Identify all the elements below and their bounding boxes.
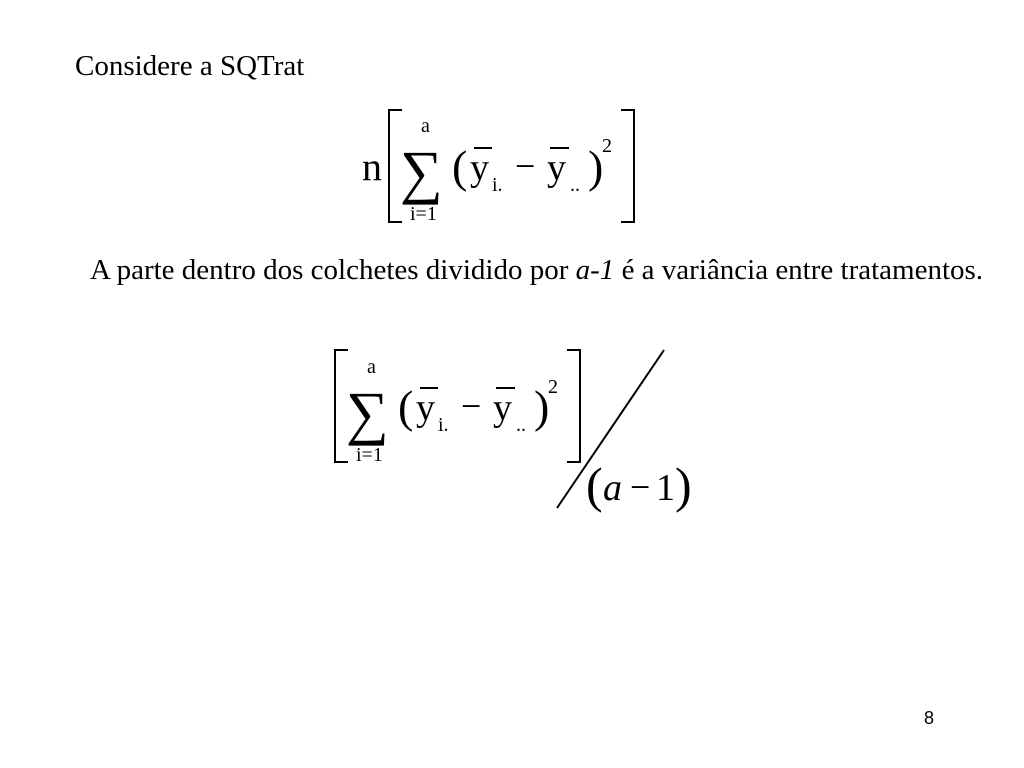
formula1-term2-base: y bbox=[547, 147, 566, 189]
formula2-close-paren: ) bbox=[534, 381, 550, 432]
formula1-close-paren: ) bbox=[588, 141, 604, 192]
divisor-constant: 1 bbox=[656, 467, 675, 509]
divisor-open-paren: ( bbox=[586, 457, 603, 513]
formula1-sum-lower: i=1 bbox=[410, 203, 437, 225]
page-number: 8 bbox=[924, 708, 935, 728]
formula2-sum-symbol: ∑ bbox=[346, 380, 389, 446]
divisor-variable: a bbox=[603, 467, 622, 509]
formula2-exponent: 2 bbox=[548, 376, 558, 398]
formula1-sum-symbol: ∑ bbox=[400, 139, 443, 205]
formula2-term2-base: y bbox=[493, 387, 512, 429]
formula2-sum-upper: a bbox=[367, 356, 376, 378]
formula1-sum-upper: a bbox=[421, 115, 430, 137]
formula1-term2-subscript: .. bbox=[570, 174, 580, 196]
paragraph-text-after: é a variância entre tratamentos. bbox=[614, 254, 984, 286]
formula2-term1-base: y bbox=[416, 387, 435, 429]
formula2-right-bracket bbox=[567, 350, 580, 462]
formula2-sum-lower: i=1 bbox=[356, 444, 383, 466]
divisor-minus: − bbox=[630, 467, 651, 507]
divisor-close-paren: ) bbox=[675, 457, 692, 513]
formula2-open-paren: ( bbox=[398, 381, 414, 432]
formula1-term1-base: y bbox=[470, 147, 489, 189]
formula2-minus: − bbox=[461, 386, 482, 426]
formula1-open-paren: ( bbox=[452, 141, 468, 192]
formula1-exponent: 2 bbox=[602, 135, 612, 157]
formula1-coefficient: n bbox=[362, 144, 382, 189]
formula2-term2-subscript: .. bbox=[516, 414, 526, 436]
paragraph-text-before: A parte dentro dos colchetes dividido por bbox=[90, 254, 576, 286]
formula1-term1-subscript: i. bbox=[492, 174, 503, 196]
slide-heading: Considere a SQTrat bbox=[75, 50, 305, 82]
formula1-minus: − bbox=[515, 146, 536, 186]
formula2-term1-subscript: i. bbox=[438, 414, 449, 436]
paragraph-emphasis: a-1 bbox=[575, 254, 615, 286]
